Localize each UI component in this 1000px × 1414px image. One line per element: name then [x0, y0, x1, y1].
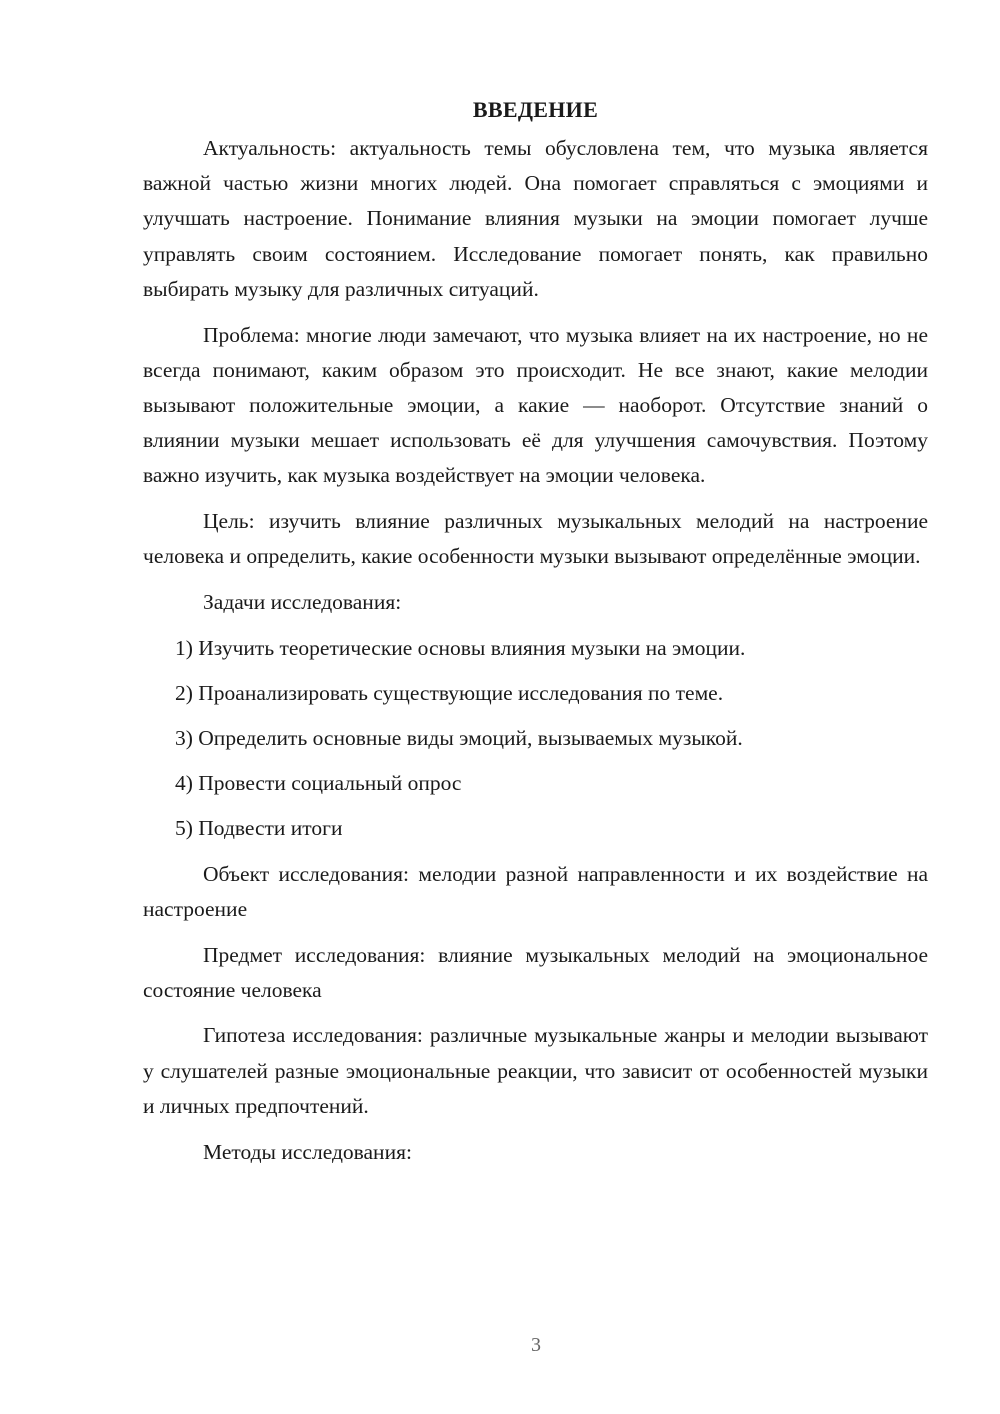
task-item-3: 3) Определить основные виды эмоций, вызываемых музыкой.	[175, 726, 743, 751]
task-item-5: 5) Подвести итоги	[175, 816, 343, 841]
object-paragraph: Объект исследования: мелодии разной направленности и их воздействие на настроение	[143, 861, 928, 921]
methods-heading: Методы исследования:	[203, 1139, 412, 1164]
problem-paragraph: Проблема: многие люди замечают, что музыка влияет на их настроение, но не всегда понимают, каким образом это происходит. Не все знают, какие мелодии вызывают положительные эмоции, а какие — наоборот. Отсутствие знаний о влиянии музыки мешает использовать её для улучшения самочувствия. Поэтому важно изучить, как музыка воздействует на эмоции человека.	[143, 322, 928, 488]
task-item-4: 4) Провести социальный опрос	[175, 771, 462, 796]
task-item-1: 1) Изучить теоретические основы влияния музыки на эмоции.	[175, 635, 746, 660]
page-number: 3	[531, 1334, 541, 1356]
goal-paragraph: Цель: изучить влияние различных музыкальных мелодий на настроение человека и определить, какие особенности музыки вызывают определённые эмоции.	[143, 509, 928, 569]
subject-paragraph: Предмет исследования: влияние музыкальных мелодий на эмоциональное состояние человека	[143, 942, 928, 1002]
hypothesis-paragraph: Гипотеза исследования: различные музыкальные жанры и мелодии вызывают у слушателей разные эмоциональные реакции, что зависит от особенностей музыки и личных предпочтений.	[143, 1023, 928, 1118]
section-heading: ВВЕДЕНИЕ	[472, 97, 599, 122]
page-content	[143, 92, 928, 1180]
tasks-heading: Задачи исследования:	[203, 589, 402, 614]
relevance-paragraph: Актуальность: актуальность темы обусловлена тем, что музыка является важной частью жизни многих людей. Она помогает справляться с эмоциями и улучшать настроение. Понимание влияния музыки на эмоции помогает лучше управлять своим состоянием. Исследование помогает понять, как правильно выбирать музыку для различных ситуаций.	[143, 136, 928, 301]
task-item-2: 2) Проанализировать существующие исследования по теме.	[175, 680, 724, 705]
